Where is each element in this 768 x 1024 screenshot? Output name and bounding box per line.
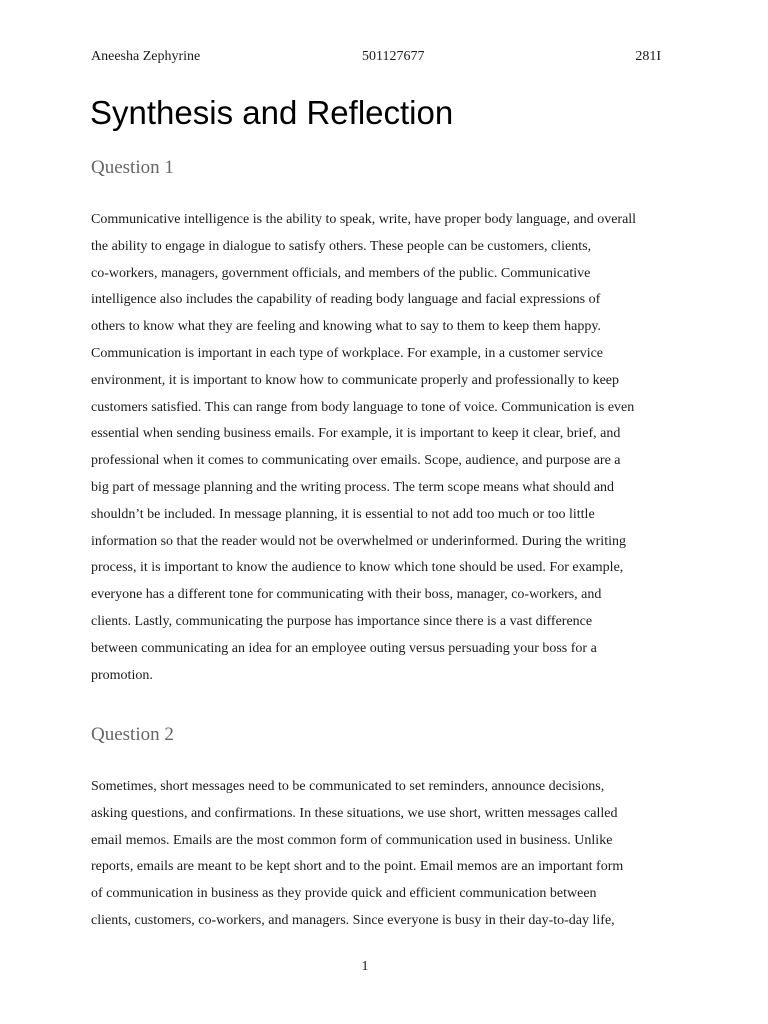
paragraph-line: intelligence also includes the capability of reading body language and facial expressions of bbox=[91, 292, 601, 308]
document-title: Synthesis and Reflection bbox=[90, 94, 454, 131]
paragraph-line: clients. Lastly, communicating the purpose has importance since there is a vast difference bbox=[91, 613, 593, 629]
paragraph-line: asking questions, and confirmations. In these situations, we use short, written messages called bbox=[91, 805, 618, 821]
paragraph-line: essential when sending business emails. For example, it is important to keep it clear, brief, and bbox=[91, 426, 621, 442]
paragraph-line: others to know what they are feeling and knowing what to say to them to keep them happy. bbox=[91, 319, 601, 335]
paragraph-line: email memos. Emails are the most common form of communication used in business. Unlike bbox=[91, 832, 613, 848]
paragraph-line: customers satisfied. This can range from body language to tone of voice. Communication is even bbox=[91, 399, 635, 415]
paragraph-line: co-workers, managers, government officials, and members of the public. Communicative bbox=[91, 265, 591, 281]
section-heading-question-2: Question 2 bbox=[91, 724, 174, 745]
paragraph-line: clients, customers, co-workers, and managers. Since everyone is busy in their day-to-day life, bbox=[91, 912, 615, 928]
paragraph-line: environment, it is important to know how to communicate properly and professionally to keep bbox=[91, 372, 620, 388]
paragraph-line: reports, emails are meant to be kept short and to the point. Email memos are an important form bbox=[91, 859, 624, 875]
section-heading-question-1: Question 1 bbox=[91, 157, 174, 178]
paragraph-line: everyone has a different tone for communicating with their boss, manager, co-workers, and bbox=[91, 587, 602, 603]
paragraph-line: shouldn’t be included. In message planning, it is essential to not add too much or too little bbox=[91, 506, 595, 522]
page-number: 1 bbox=[361, 959, 369, 974]
paragraph-line: Communicative intelligence is the ability to speak, write, have proper body language, and overall bbox=[91, 212, 637, 227]
paragraph-line: of communication in business as they provide quick and efficient communication between bbox=[91, 886, 597, 902]
paragraph-line: between communicating an idea for an employee outing versus persuading your boss for a bbox=[91, 640, 597, 656]
paragraph-line: information so that the reader would not be overwhelmed or underinformed. During the writing bbox=[91, 533, 626, 549]
paragraph-line: the ability to engage in dialogue to satisfy others. These people can be customers, clients, bbox=[91, 238, 592, 254]
paragraph-line: big part of message planning and the writing process. The term scope means what should and bbox=[91, 479, 615, 495]
paragraph-line: process, it is important to know the audience to know which tone should be used. For example, bbox=[91, 560, 624, 576]
paragraph-line: promotion. bbox=[91, 667, 153, 683]
paragraph-line: Sometimes, short messages need to be communicated to set reminders, announce decisions, bbox=[91, 779, 605, 794]
header-course-code: 281I bbox=[635, 49, 661, 64]
paragraph-line: Communication is important in each type of workplace. For example, in a customer service bbox=[91, 345, 604, 361]
header-student-id: 501127677 bbox=[362, 49, 425, 64]
section-body-question-1 bbox=[91, 207, 691, 689]
header-author-name: Aneesha Zephyrine bbox=[91, 49, 201, 64]
paragraph-line: professional when it comes to communicating over emails. Scope, audience, and purpose are a bbox=[91, 453, 621, 469]
section-body-question-2 bbox=[91, 774, 691, 935]
page-header bbox=[91, 47, 661, 67]
